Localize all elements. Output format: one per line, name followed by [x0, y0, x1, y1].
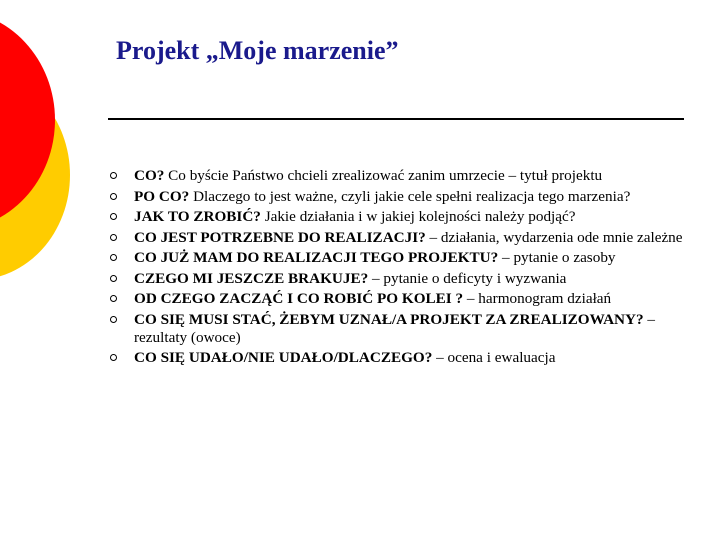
bullet-text: – działania, wydarzenia ode mnie zależne [425, 228, 683, 246]
hollow-circle-icon [110, 295, 117, 302]
hollow-circle-icon [110, 275, 117, 282]
bullet-text: Co byście Państwo chcieli zrealizować zanim umrzecie – tytuł projektu [164, 167, 603, 184]
hollow-circle-icon [110, 254, 117, 261]
bullet-item-czego-brakuje [104, 270, 704, 288]
bullet-lead: CO JEST POTRZEBNE DO REALIZACJI? [134, 228, 426, 246]
bullet-lead: CO SIĘ MUSI STAĆ, ŻEBYM UZNAŁ/A PROJEKT ZA ZREALIZOWANY? [134, 310, 644, 328]
bullet-text: – rezultaty (owoce) [134, 310, 655, 346]
bullet-text: Dlaczego to jest ważne, czyli jakie cele spełni realizacja tego marzenia? [189, 187, 631, 205]
slide-title: Projekt „Moje marzenie” [116, 36, 399, 65]
bullet-text: Jakie działania i w jakiej kolejności należy podjąć? [260, 208, 576, 225]
bullet-item-jak-to-zrobic [104, 208, 704, 226]
hollow-circle-icon [110, 316, 117, 323]
bullet-item-co [104, 167, 704, 185]
bullet-lead: CO SIĘ UDAŁO/NIE UDAŁO/DLACZEGO? [134, 349, 433, 366]
bullet-lead: CZEGO MI JESZCZE BRAKUJE? [134, 269, 369, 287]
bullet-lead: CO? [134, 167, 165, 184]
hollow-circle-icon [110, 234, 117, 241]
bullet-lead: JAK TO ZROBIĆ? [134, 208, 261, 225]
bullet-item-co-sie-musi-stac [104, 311, 704, 347]
bullet-lead: CO JUŻ MAM DO REALIZACJI TEGO PROJEKTU? [134, 249, 499, 266]
bullet-item-co-juz-mam [104, 249, 704, 267]
bullet-text: – harmonogram działań [463, 290, 612, 307]
bullet-item-co-sie-udalo [104, 349, 704, 367]
bullet-list [104, 167, 704, 370]
bullet-text: – pytanie o zasoby [498, 249, 616, 266]
bullet-item-po-co [104, 188, 704, 206]
bullet-text: – pytanie o deficyty i wyzwania [368, 269, 567, 287]
hollow-circle-icon [110, 172, 117, 179]
title-underline-rule [108, 118, 684, 120]
bullet-lead: OD CZEGO ZACZĄĆ I CO ROBIĆ PO KOLEI ? [134, 290, 464, 307]
bullet-item-co-jest-potrzebne [104, 229, 704, 247]
hollow-circle-icon [110, 193, 117, 200]
hollow-circle-icon [110, 354, 117, 361]
hollow-circle-icon [110, 213, 117, 220]
bullet-item-od-czego-zaczac [104, 290, 704, 308]
bullet-text: – ocena i ewaluacja [432, 349, 556, 366]
bullet-lead: PO CO? [134, 187, 190, 205]
